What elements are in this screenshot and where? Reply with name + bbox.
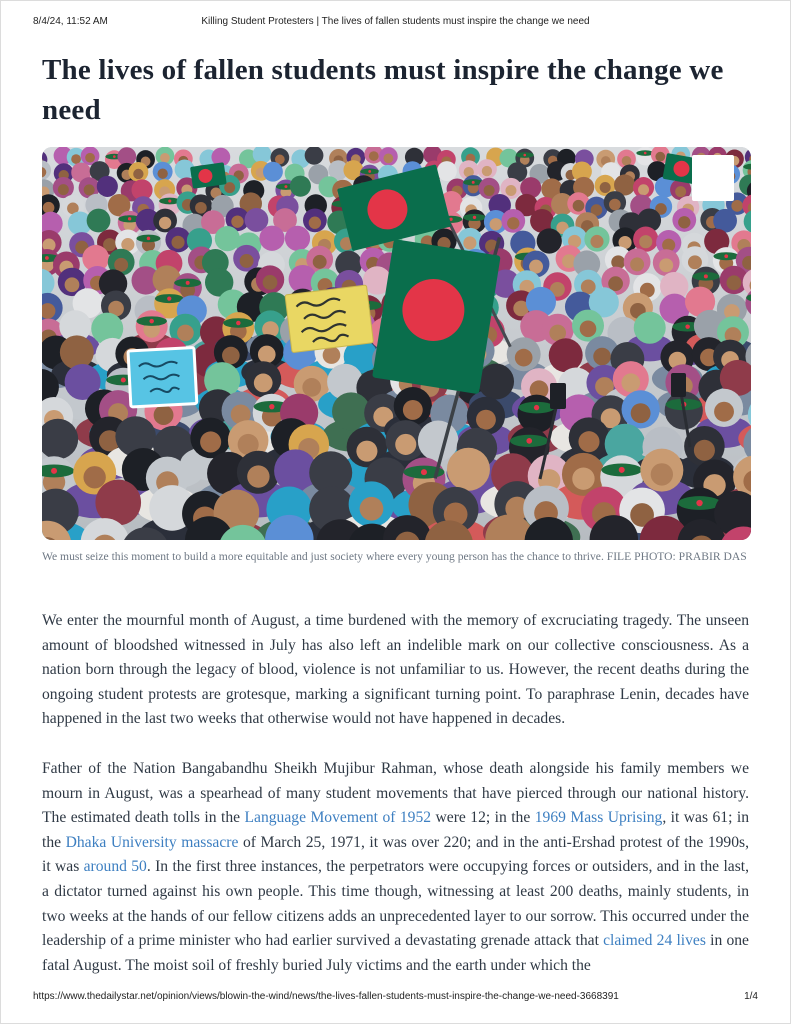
article-headline: The lives of fallen students must inspire the change we need xyxy=(42,54,724,126)
crowd-photo-illustration xyxy=(42,147,751,540)
article-photo xyxy=(42,147,751,540)
photo-overlay-placeholder xyxy=(692,155,734,201)
article-paragraph xyxy=(42,609,749,732)
inline-link[interactable]: Language Movement of 1952 xyxy=(244,809,432,827)
inline-link[interactable]: around 50 xyxy=(83,858,147,876)
inline-link[interactable]: claimed 24 lives xyxy=(603,932,706,950)
source-url: https://www.thedailystar.net/opinion/views/blowin-the-wind/news/the-lives-fallen-students-must-inspire-the-change-we-need-3668391 xyxy=(33,991,619,1002)
text-run: , it was 61; in the xyxy=(42,809,749,851)
inline-link[interactable]: Dhaka University massacre xyxy=(65,833,239,851)
protest-sign-yellow xyxy=(285,285,373,353)
photo-caption: We must seize this moment to build a more equitable and just society where every young person has the chance to thrive. FILE PHOTO: PRABIR DAS xyxy=(42,550,747,563)
text-run: Father of the Nation Bangabandhu Sheikh Mujibur Rahman, whose death alongside his family members we mourn in August, was a spearhead of many student movements that have pierced through our national history. The estimated death tolls in the xyxy=(42,760,749,827)
text-run: of March 25, 1971, it was over 220; and in the anti-Ershad protest of the 1990s, it was xyxy=(42,833,749,876)
text-run: . In the first three instances, the perpetrators were occupying forces or outsiders, and in the last, a dictator turned against his own people. This time though, witnessing at least 200 deaths, mainly students, in two weeks at the hands of our fellow citizens adds an unprecedented layer to our sorrow. This occurred under the leadership of a prime minister who had earlier survived a devastating grenade attack that xyxy=(42,858,749,950)
bangladesh-flag-icon xyxy=(190,162,227,189)
article-paragraph xyxy=(42,757,749,978)
protest-sign-cyan xyxy=(128,348,197,407)
text-run: were 12; in the xyxy=(431,809,535,827)
inline-link[interactable]: 1969 Mass Uprising xyxy=(534,809,663,827)
page-number: 1/4 xyxy=(744,991,758,1002)
text-run: We enter the mournful month of August, a time burdened with the memory of excruciating tragedy. The unseen amount of bloodshed witnessed in July has also left an indelible mark on our collective consciousness. As a nation born through the legacy of blood, violence is not unfamiliar to us. However, the recent deaths during the ongoing student protests are grotesque, marking a significant turning point. To paraphrase Lenin, decades have happened in the last two weeks that otherwise would not have happened in decades. xyxy=(42,612,749,728)
print-doc-title: Killing Student Protesters | The lives of fallen students must inspire the change we need xyxy=(201,16,590,27)
print-datetime: 8/4/24, 11:52 AM xyxy=(33,16,108,27)
print-footer xyxy=(33,991,758,1002)
print-header xyxy=(33,16,758,30)
text-run: in one fatal August. The moist soil of freshly buried July victims and the earth under which the xyxy=(42,932,749,974)
